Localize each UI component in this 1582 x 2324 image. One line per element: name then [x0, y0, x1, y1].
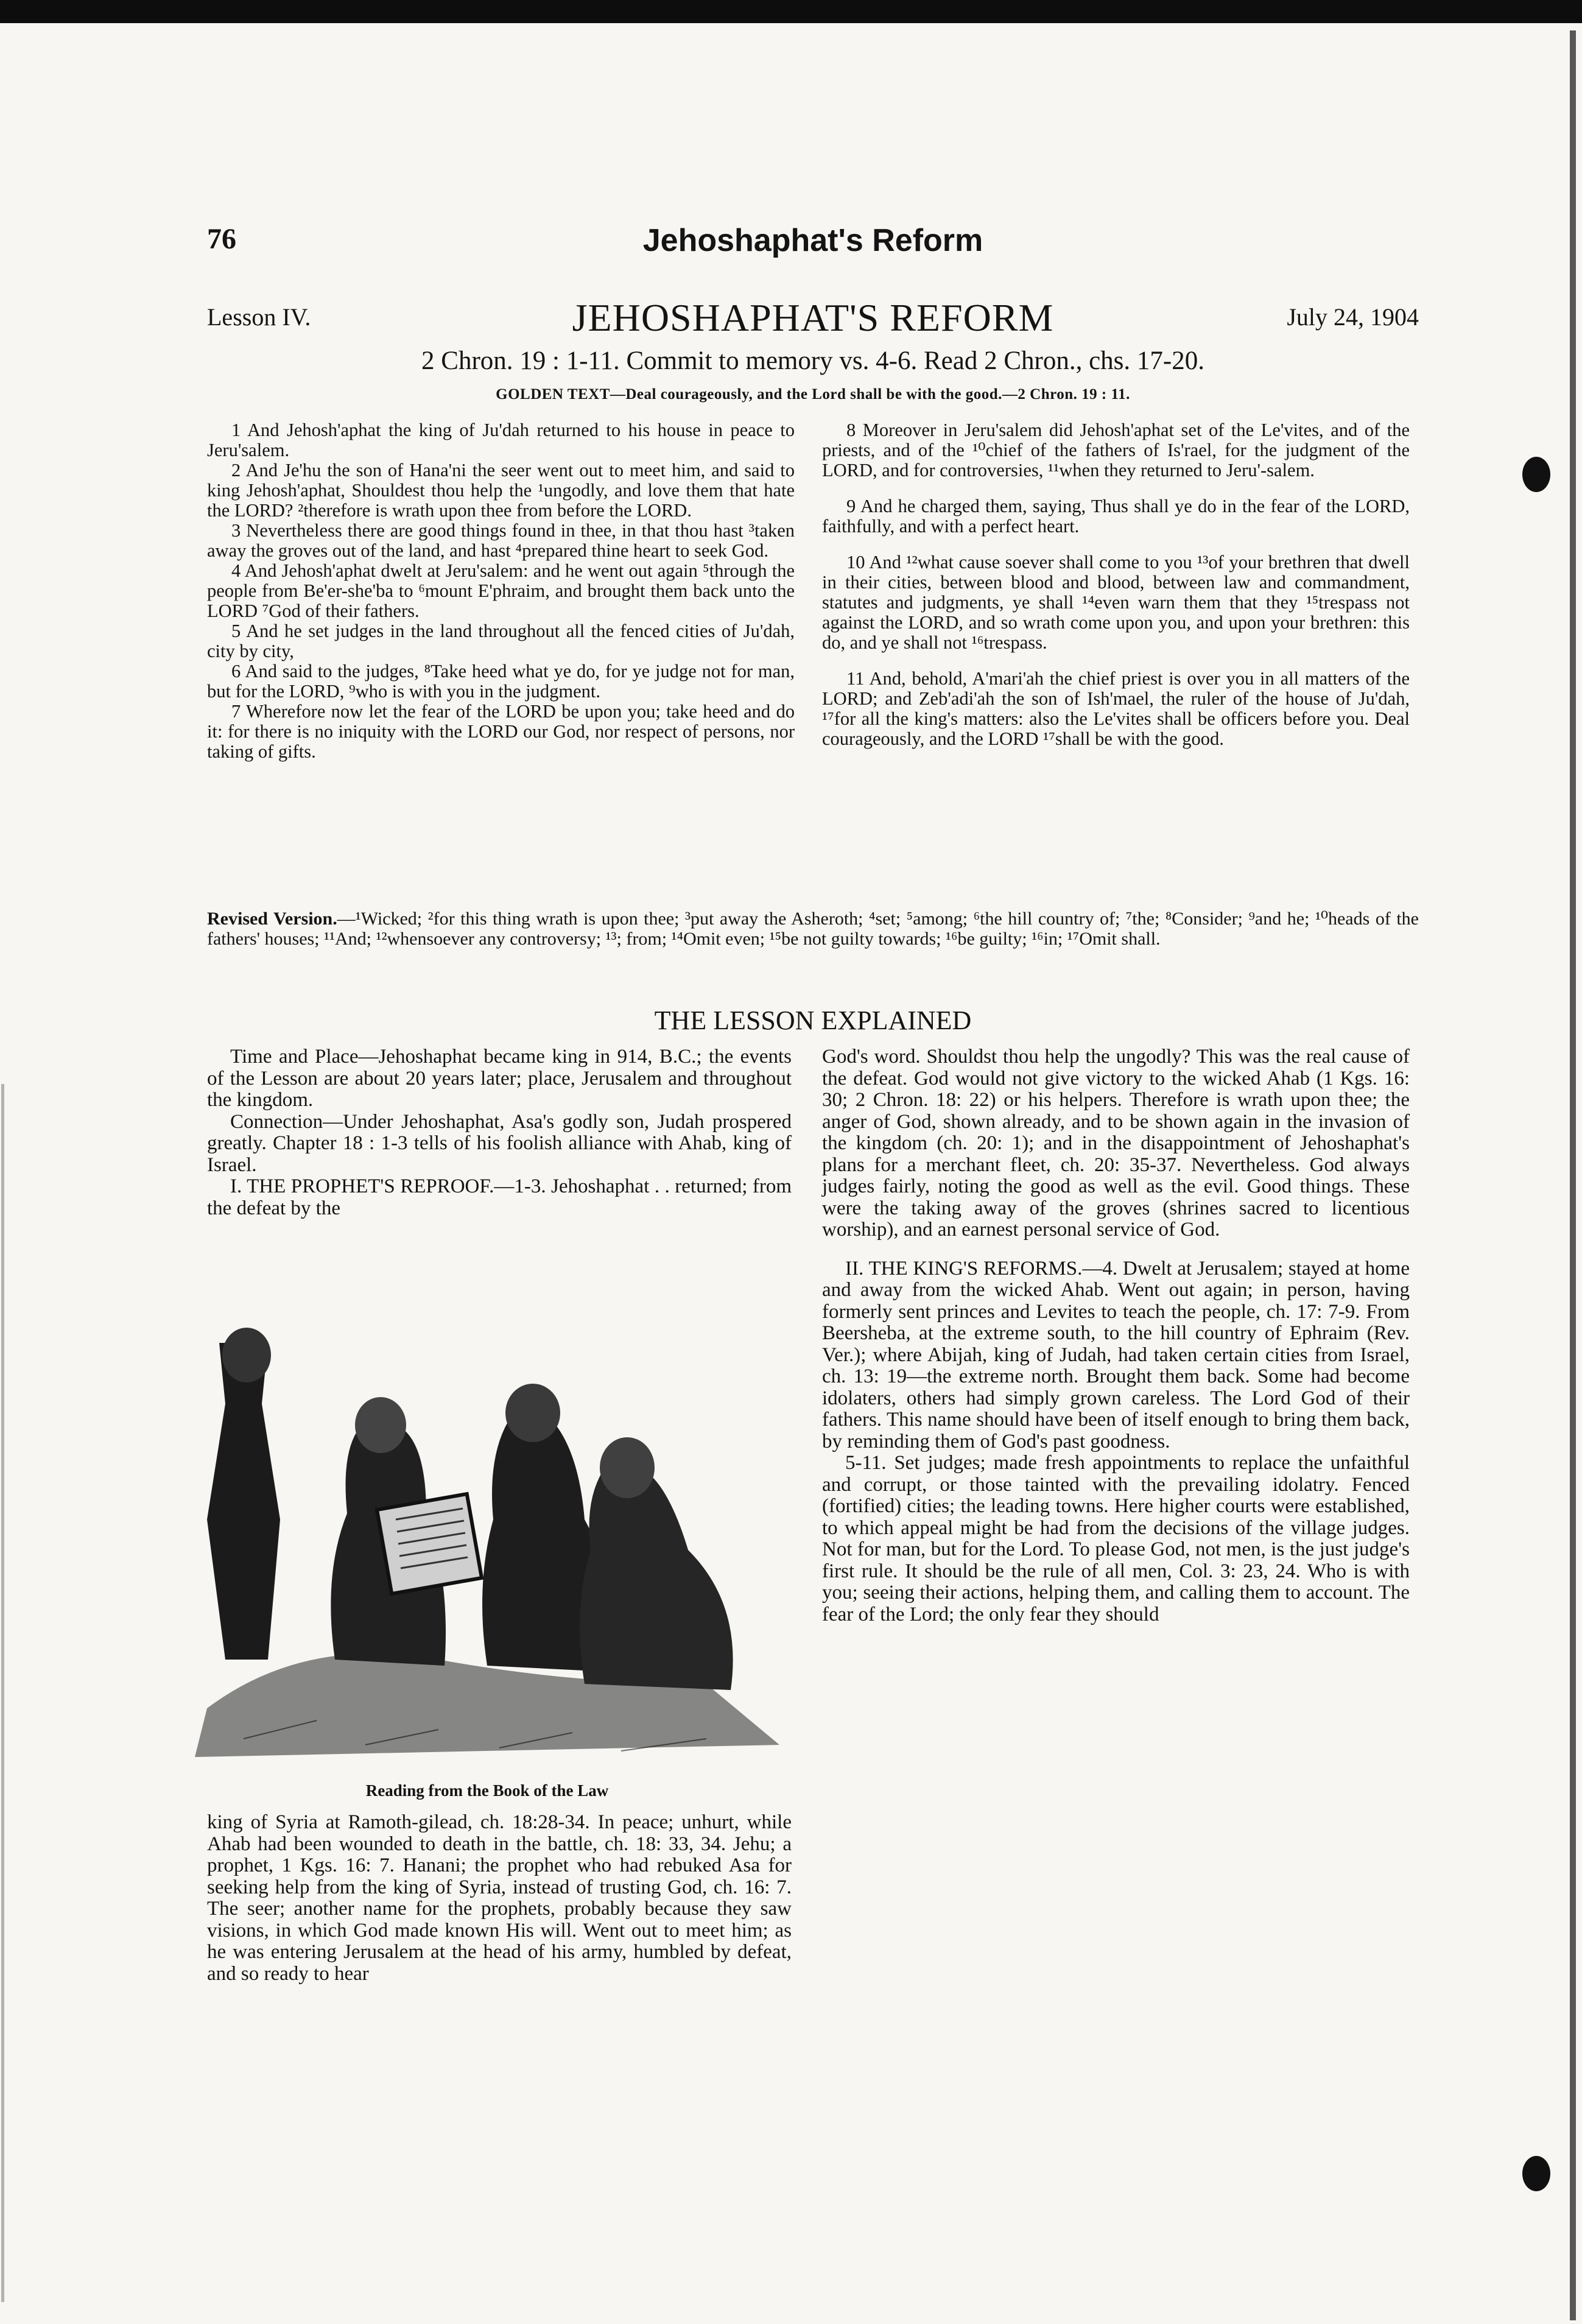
- golden-text: GOLDEN TEXT—Deal courageously, and the Lord shall be with the good.—2 Chron. 19 : 11.: [496, 386, 1130, 403]
- explanation-left-top: [207, 1046, 792, 1219]
- scan-top-edge: [0, 0, 1582, 23]
- lesson-header: [207, 295, 1419, 344]
- verse-4: 4 And Jehosh'aphat dwelt at Jeru'salem: and he went out again ⁵through the people from Be'er-she'ba to ⁶mount E'phraim, and brought them back unto the LORD ⁷God of their fathers.: [207, 560, 795, 621]
- lesson-number: Lesson IV.: [207, 303, 311, 331]
- revised-version-notes: [207, 909, 1419, 949]
- verse-8: 8 Moreover in Jeru'salem did Jehosh'aphat set of the Le'vites, and of the priests, and of the ¹⁰chief of the fathers of Is'rael, for the judgment of the LORD, and for controversies, ¹¹when they returned to Jeru'-salem.: [822, 420, 1410, 481]
- illustration-caption: Reading from the Book of the Law: [365, 1781, 609, 1800]
- running-header: [207, 222, 1419, 265]
- connection: Connection—Under Jehoshaphat, Asa's godly son, Judah prospered greatly. Chapter 18 : 1-3 tells of his foolish alliance with Ahab, king of Israel.: [207, 1110, 792, 1176]
- scripture-column-right: [822, 420, 1410, 749]
- verse-5: 5 And he set judges in the land throughout all the fenced cities of Ju'dah, city by city,: [207, 621, 795, 661]
- scan-right-edge: [1570, 30, 1576, 2320]
- verse-3: 3 Nevertheless there are good things found in thee, in that thou hast ³taken away the groves out of the land, and hast ⁴prepared thine heart to seek God.: [207, 520, 795, 561]
- lesson-explained-heading: THE LESSON EXPLAINED: [654, 1005, 972, 1035]
- revised-version-text: —¹Wicked; ²for this thing wrath is upon thee; ³put away the Asheroth; ⁴set; ⁵among; ⁶the hill country of; ⁷the; ⁸Consider; ⁹and he; ¹⁰heads of the fathers' houses; ¹¹And; ¹²whensoever any controversy; ¹³; from; ¹⁴Omit even; ¹⁵be not guilty towards; ¹⁶be guilty; ¹⁶in; ¹⁷Omit shall.: [207, 909, 1419, 949]
- explanation-continued: king of Syria at Ramoth-gilead, ch. 18:28-34. In peace; unhurt, while Ahab had been wounded to death in the battle, ch. 18: 33, 34. Jehu; a prophet, 1 Kgs. 16: 7. Hanani; the prophet who had rebuked Asa for seeking help from the king of Syria, instead of trusting God, ch. 16: 7. The seer; another name for the prophets, probably because they saw visions, in which God made known His will. Went out to meet him; as he was entering Jerusalem at the head of his army, humbled by defeat, and so ready to hear: [207, 1811, 792, 1985]
- set-judges: 5-11. Set judges; made fresh appointments to replace the unfaithful and corrupt, or those tainted with the prevailing idolatry. Fenced (fortified) cities; the leading towns. Here higher courts were established, to which appeal might be had from the decisions of the village judges. Not for man, but for the Lord. To please God, not men, is the just judge's first rule. It should be the rule of all men, Col. 3: 23, 24. Who is with you; seeing their actions, helping them, and calling them to account. The fear of the Lord; the only fear they should: [822, 1452, 1410, 1625]
- verse-6: 6 And said to the judges, ⁸Take heed what ye do, for ye judge not for man, but for the LORD, ⁹who is with you in the judgment.: [207, 661, 795, 702]
- king-reforms: II. THE KING'S REFORMS.—4. Dwelt at Jerusalem; stayed at home and away from the wicked Ahab. Went out again; in person, having formerly sent princes and Levites to teach the people, ch. 17: 7-9. From Beersheba, at the extreme south, to the hill country of Ephraim (Rev. Ver.); where Abijah, king of Judah, had taken certain cities from Israel, ch. 13: 19—the extreme north. Brought them back. Some had become idolaters, others had simply grown careless. The Lord God of their fathers. This name should have been of itself enough to bring them back, by reminding them of God's past goodness.: [822, 1257, 1410, 1452]
- verse-11: 11 And, behold, A'mari'ah the chief priest is over you in all matters of the LORD; and Zeb'adi'ah the son of Ish'mael, the ruler of the house of Ju'dah, ¹⁷for all the king's matters: also the Le'vites shall be officers before you. Deal courageously, and the LORD ¹⁷shall be with the good.: [822, 668, 1410, 749]
- lesson-title: JEHOSHAPHAT'S REFORM: [572, 296, 1054, 339]
- explanation-left-bottom: [207, 1812, 792, 1985]
- explanation-right: [822, 1046, 1410, 1625]
- explanation-right-part-1: God's word. Shouldst thou help the ungodly? This was the real cause of the defeat. God would not give victory to the wicked Ahab (1 Kgs. 16: 30; 2 Chron. 18: 22) or his helpers. Therefore is wrath upon thee; the anger of God, shown already, and to be shown again in the invasion of the kingdom (ch. 20: 1); and in the disappointment of Jehoshaphat's plans for a merchant fleet, ch. 20: 35-37. Nevertheless. God always judges fairly, noting the good as well as the evil. Good things. These were the taking away of the groves (shrines sacred to licentious worship), and an earnest personal service of God.: [822, 1046, 1410, 1241]
- binding-mark-icon: [1522, 2156, 1550, 2191]
- scan-left-edge: [1, 1084, 4, 2302]
- reading-illustration: [183, 1319, 792, 1781]
- revised-version-label: Revised Version.: [207, 909, 337, 929]
- verse-2: 2 And Je'hu the son of Hana'ni the seer went out to meet him, and said to king Jehosh'aphat, Shouldest thou help the ¹ungodly, and love them that hate the LORD? ²therefore is wrath upon thee from before the LORD.: [207, 460, 795, 521]
- scripture-column-left: [207, 420, 795, 762]
- lesson-date: July 24, 1904: [1287, 303, 1419, 331]
- verse-1: 1 And Jehosh'aphat the king of Ju'dah returned to his house in peace to Jeru'salem.: [207, 420, 795, 460]
- verse-7: 7 Wherefore now let the fear of the LORD be upon you; take heed and do it: for there is no iniquity with the LORD our God, nor respect of persons, nor taking of gifts.: [207, 701, 795, 762]
- prophet-reproof: I. THE PROPHET'S REPROOF.—1-3. Jehoshaphat . . returned; from the defeat by the: [207, 1175, 792, 1219]
- verse-10: 10 And ¹²what cause soever shall come to you ¹³of your brethren that dwell in their cities, between blood and blood, between law and commandment, statutes and judgments, ye shall ¹⁴even warn them that they ¹⁵trespass not against the LORD, and so wrath come upon you, and upon your brethren: this do, and ye shall not ¹⁶trespass.: [822, 552, 1410, 653]
- binding-mark-icon: [1522, 457, 1550, 492]
- running-title: Jehoshaphat's Reform: [642, 223, 983, 258]
- time-and-place: Time and Place—Jehoshaphat became king in 914, B.C.; the events of the Lesson are about 20 years later; place, Jerusalem and throughout the kingdom.: [207, 1046, 792, 1111]
- verse-9: 9 And he charged them, saying, Thus shall ye do in the fear of the LORD, faithfully, and with a perfect heart.: [822, 496, 1410, 537]
- page-number: 76: [207, 223, 236, 255]
- scripture-reference: 2 Chron. 19 : 1-11. Commit to memory vs. 4-6. Read 2 Chron., chs. 17-20.: [421, 347, 1204, 375]
